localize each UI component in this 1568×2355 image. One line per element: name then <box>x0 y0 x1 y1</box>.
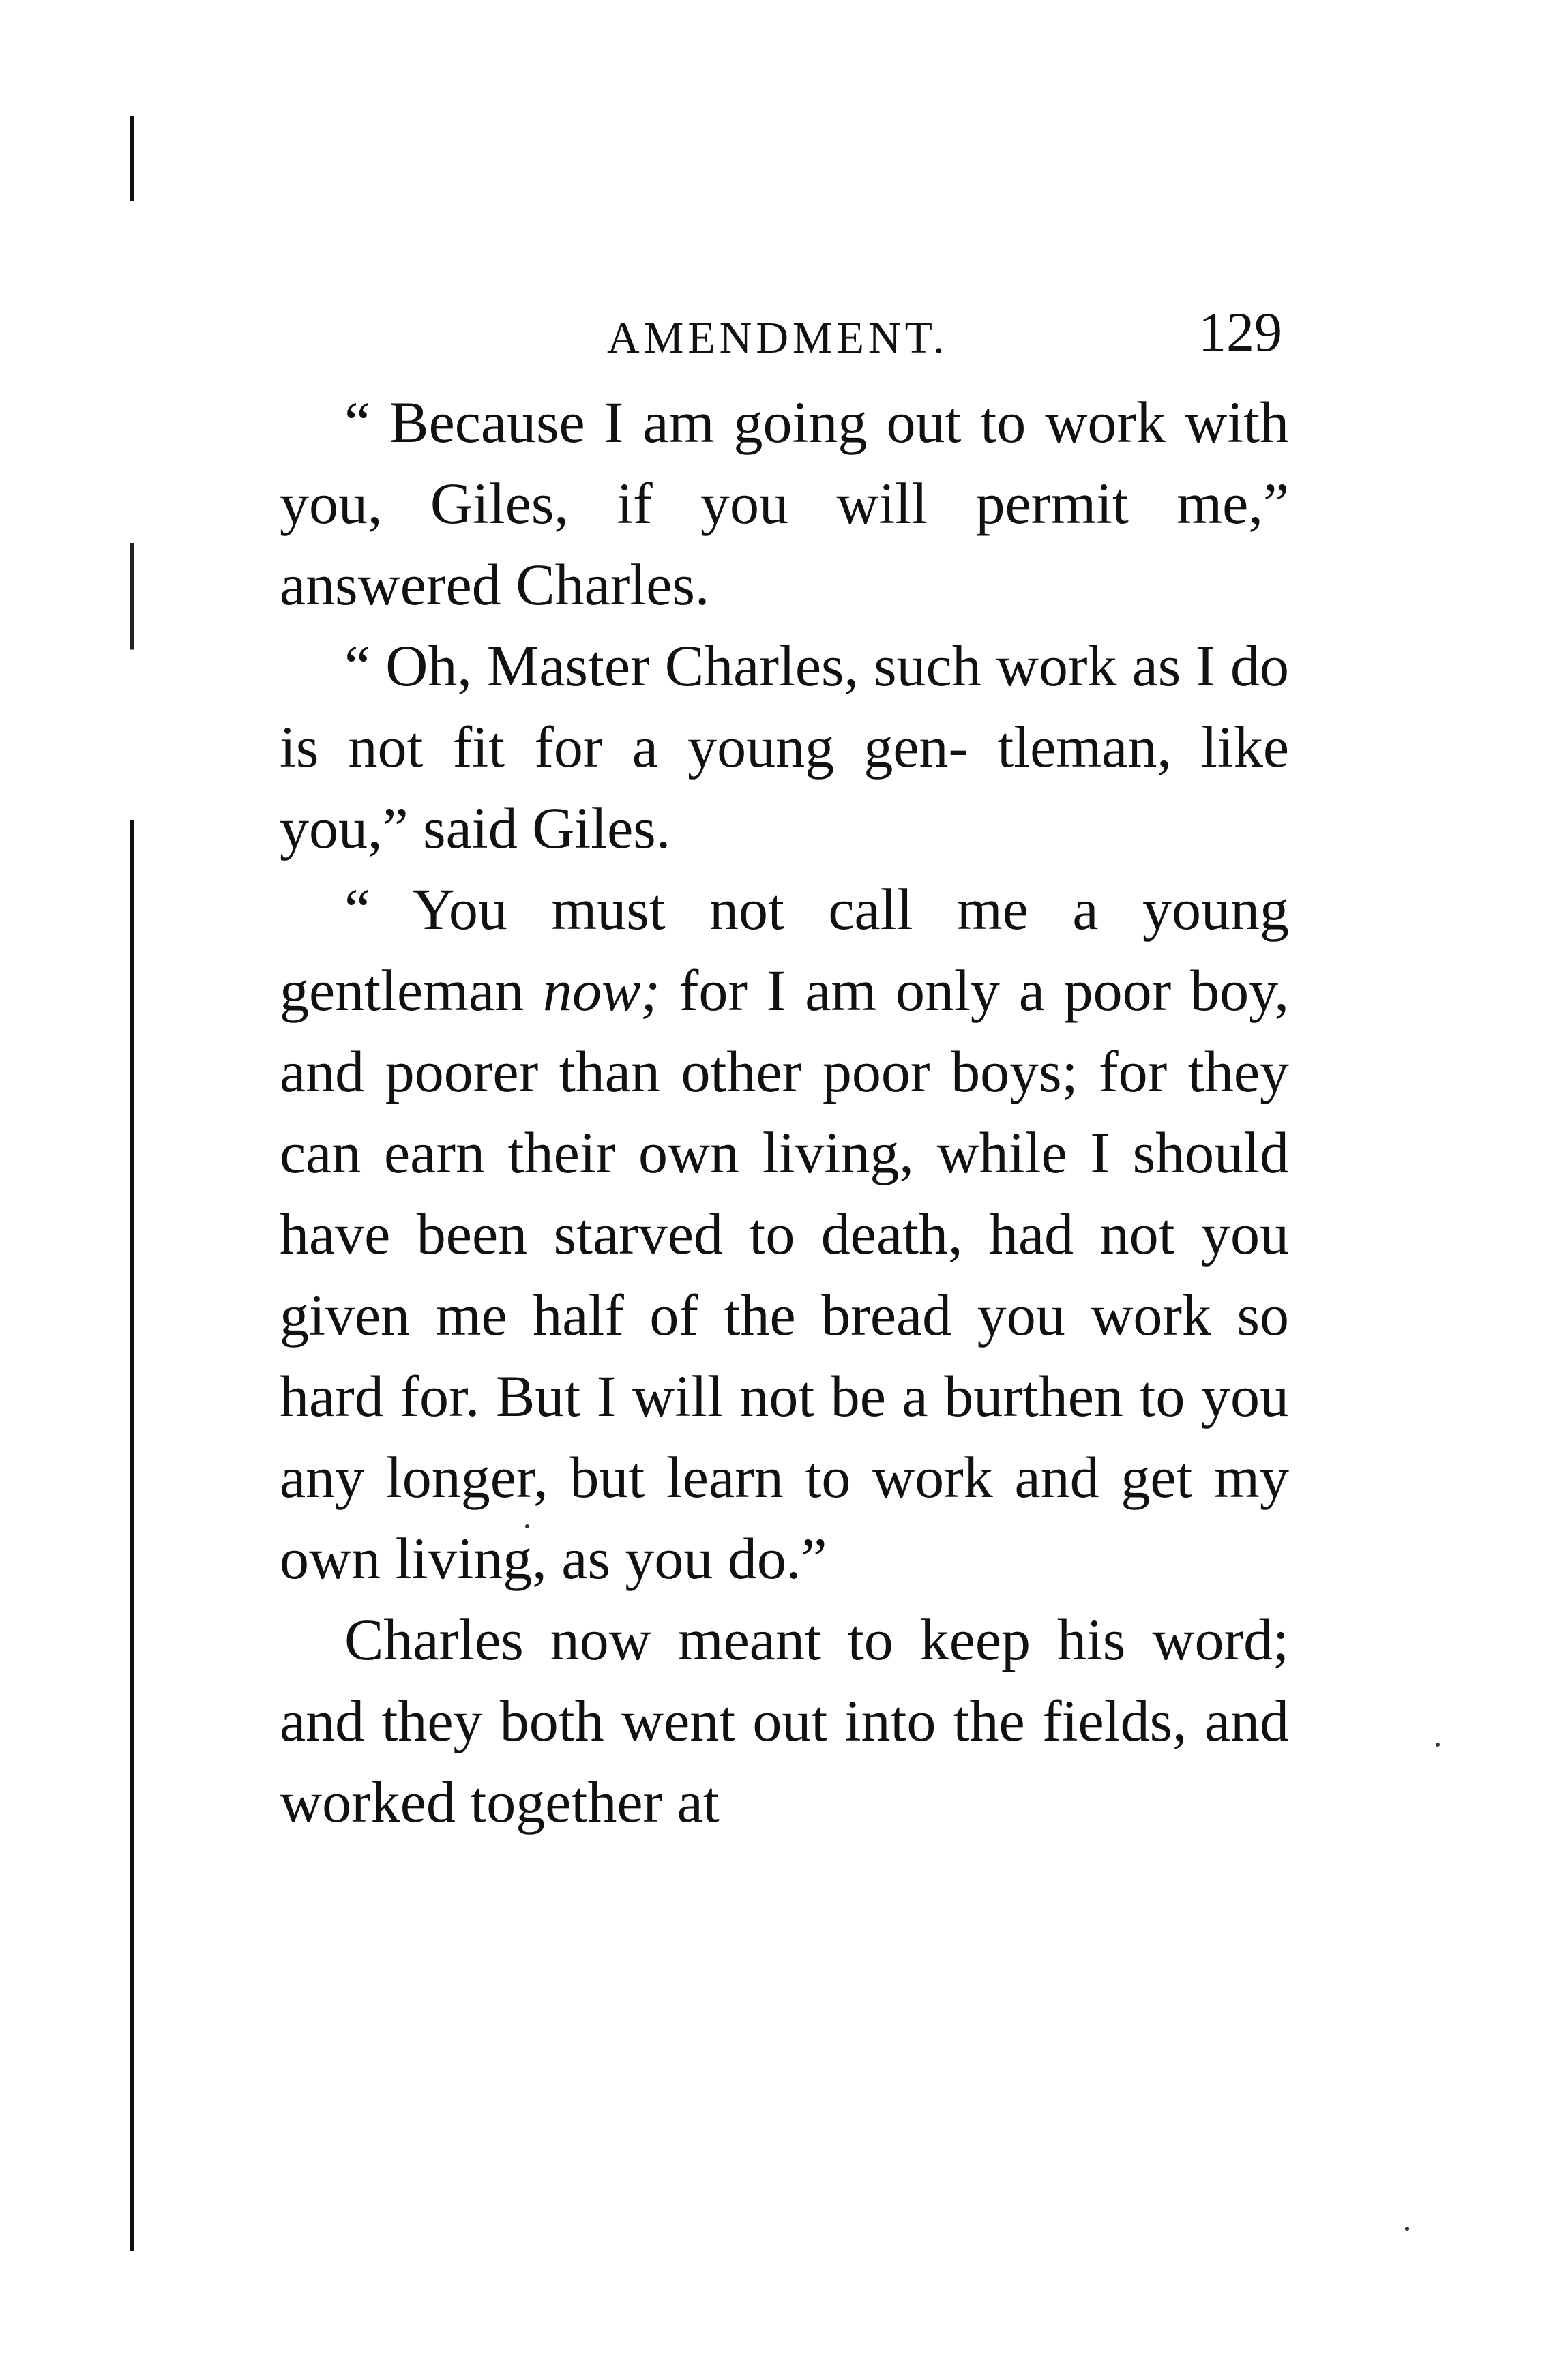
scan-speck <box>1436 1743 1440 1747</box>
paragraph: “ Oh, Master Charles, such work as I do is not fit for a young gen- tleman, like you,” said Giles. <box>280 633 1289 861</box>
binding-edge <box>130 116 134 2251</box>
scan-speck <box>1405 2227 1409 2231</box>
paragraph: Charles now meant to keep his word; and they both went out into the fields, and worked together at <box>280 1607 1289 1835</box>
italic-word: now; <box>542 958 660 1023</box>
page-number: 129 <box>1198 301 1282 363</box>
paragraph: “ Because I am going out to work with you, Giles, if you will permit me,” answered Charles. <box>280 389 1289 617</box>
body-text <box>280 382 1289 1843</box>
running-head <box>280 300 1289 375</box>
paragraph-text: “ You must not call me a young gentleman <box>280 876 1289 1023</box>
running-title: AMENDMENT. <box>607 313 949 363</box>
paragraph <box>280 869 1289 1599</box>
paragraph-text: for I am only a poor boy, and poorer than other poor boys; for they can earn their own living, while I should have been starved to death, had not you given me half of the bread you work so hard for. But I will not be a burthen to you any longer, but learn to work and get my own living, as you do.” <box>280 958 1289 1591</box>
